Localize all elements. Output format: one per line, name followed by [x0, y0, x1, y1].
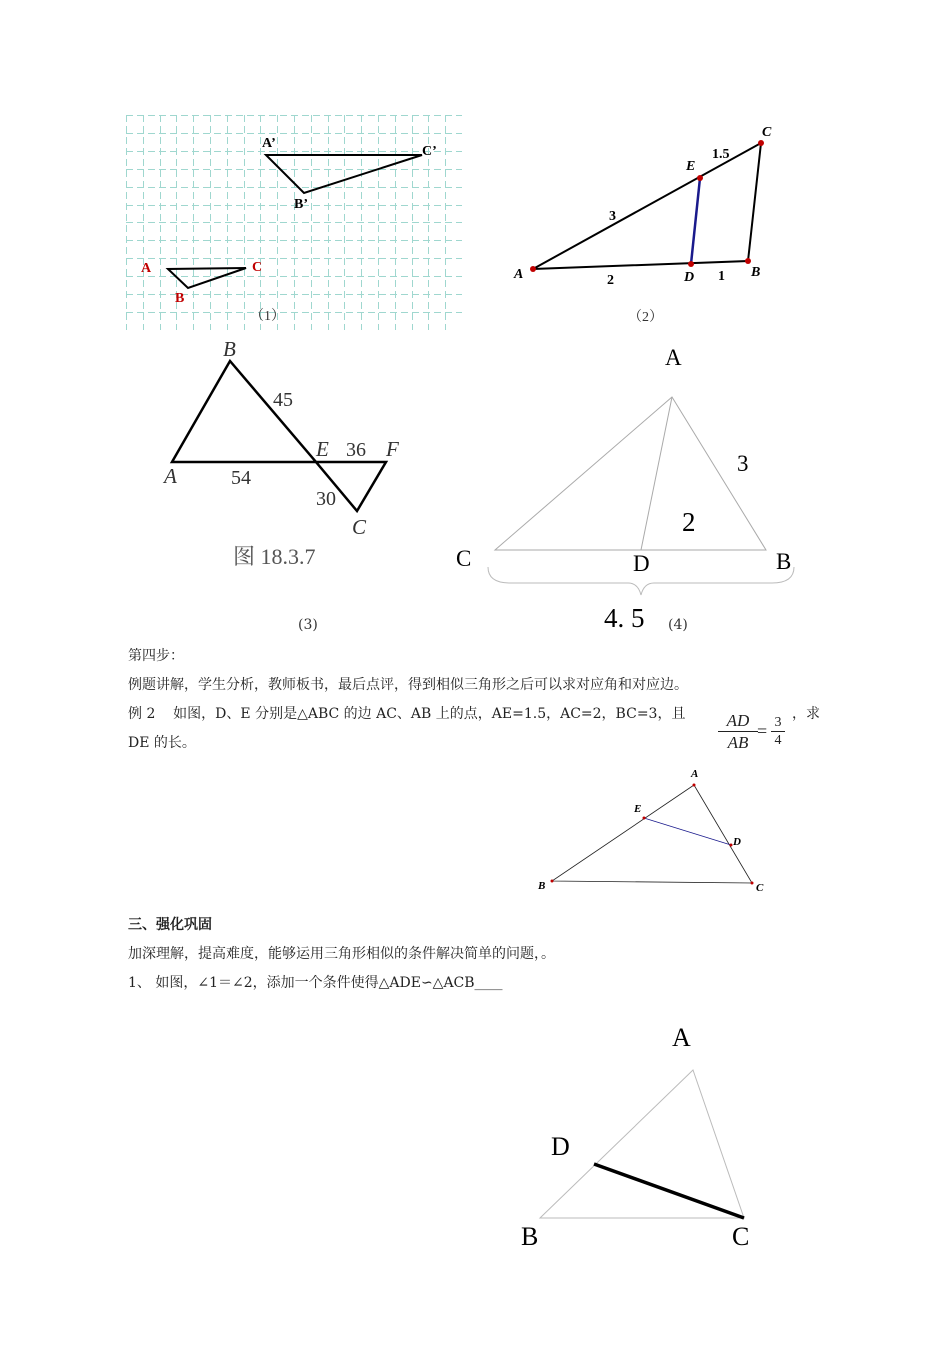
example-2-line2: DE 的长。 — [128, 735, 196, 751]
length-ad: 2 — [607, 273, 614, 288]
point-e — [697, 175, 703, 181]
label-a: A — [514, 267, 524, 282]
label-b: B — [776, 549, 792, 574]
length-cb: 4. 5 — [604, 603, 645, 633]
point-c — [758, 140, 764, 146]
figure-3-caption: 图 18.3.7 — [233, 544, 316, 569]
triangle-abe — [172, 361, 316, 462]
section-3-title: 三、强化巩固 — [128, 917, 212, 933]
label-c: C — [456, 546, 472, 571]
figure-5 — [530, 762, 780, 902]
figure-1-caption: （1） — [250, 309, 285, 324]
label-e: E — [316, 437, 329, 461]
point-d — [688, 261, 694, 267]
example-2-line — [128, 704, 685, 724]
segment-dc — [594, 1164, 744, 1218]
label-b: B — [538, 880, 546, 892]
segment-de — [691, 178, 700, 264]
label-a: A — [691, 768, 699, 780]
figure-2 — [505, 120, 795, 330]
label-e: E — [686, 159, 696, 174]
figure-2-caption: （2） — [628, 310, 663, 325]
label-c-small: C — [252, 260, 263, 275]
label-b-prime: B’ — [294, 197, 308, 212]
label-d: D — [551, 1132, 570, 1161]
label-c: C — [732, 1222, 750, 1251]
value-denominator: 4 — [774, 733, 782, 748]
label-b: B — [521, 1222, 539, 1251]
fraction-numerator: AD — [718, 711, 758, 732]
fraction-value — [771, 714, 785, 750]
point-b — [745, 258, 751, 264]
figure-4 — [450, 335, 810, 635]
label-c-prime: C’ — [422, 144, 437, 159]
point-a — [530, 266, 536, 272]
example-text: 如图，D、E 分别是△ABC 的边 AC、AB 上的点，AE=1.5，AC=2，BC=3，且 — [173, 706, 686, 722]
triangle-abc — [552, 785, 752, 883]
label-e: E — [634, 803, 642, 815]
length-ab: 3 — [737, 451, 749, 476]
length-db: 1 — [718, 269, 725, 284]
step4-heading: 第四步： — [128, 648, 184, 664]
label-b: B — [751, 265, 761, 280]
figure-1 — [126, 115, 462, 330]
label-d: D — [684, 270, 695, 285]
example-tail: ，求 — [792, 706, 820, 722]
label-a-prime: A’ — [262, 136, 276, 151]
point-b — [551, 880, 554, 883]
length-ef: 36 — [346, 439, 366, 461]
figure-4-label: (4) — [668, 617, 688, 633]
fraction-denominator: AB — [727, 733, 749, 752]
label-b-small: B — [175, 291, 185, 306]
example-label: 例 2 — [128, 706, 156, 722]
length-ae: 3 — [609, 209, 616, 224]
figure-6 — [510, 1015, 780, 1255]
triangle-abc-small — [168, 268, 246, 288]
label-c: C — [756, 882, 764, 894]
label-a-small: A — [141, 261, 152, 276]
point-a — [693, 784, 696, 787]
section-3-line1: 加深理解，提高难度，能够运用三角形相似的条件解决简单的问题，。 — [128, 946, 555, 962]
label-c: C — [762, 125, 772, 140]
figure-3 — [155, 335, 425, 575]
point-c — [751, 882, 754, 885]
length-ad: 2 — [682, 507, 696, 537]
figure-3-label: (3) — [298, 617, 318, 633]
segment-ed — [644, 818, 731, 845]
length-be: 45 — [273, 389, 293, 411]
value-numerator: 3 — [771, 714, 785, 732]
label-a: A — [665, 345, 682, 370]
label-d: D — [733, 836, 741, 848]
label-a: A — [672, 1023, 691, 1052]
step4-line1: 例题讲解，学生分析，教师板书，最后点评，得到相似三角形之后可以求对应角和对应边。 — [128, 677, 688, 693]
triangle-abc — [495, 397, 766, 550]
length-ec: 30 — [316, 488, 336, 510]
fraction-equals: = — [757, 721, 768, 741]
question-1: 1、 如图，∠1＝∠2，添加一个条件使得△ADE∽△ACB____ — [128, 975, 503, 991]
triangle-abc — [540, 1070, 744, 1218]
point-e — [643, 817, 646, 820]
label-d: D — [633, 551, 650, 576]
label-c: C — [352, 515, 367, 539]
length-ae: 54 — [231, 467, 251, 489]
label-a: A — [164, 464, 177, 488]
fraction-ad-ab — [718, 711, 758, 754]
label-f: F — [386, 437, 399, 461]
length-ec: 1.5 — [712, 147, 730, 162]
label-b: B — [223, 337, 236, 361]
